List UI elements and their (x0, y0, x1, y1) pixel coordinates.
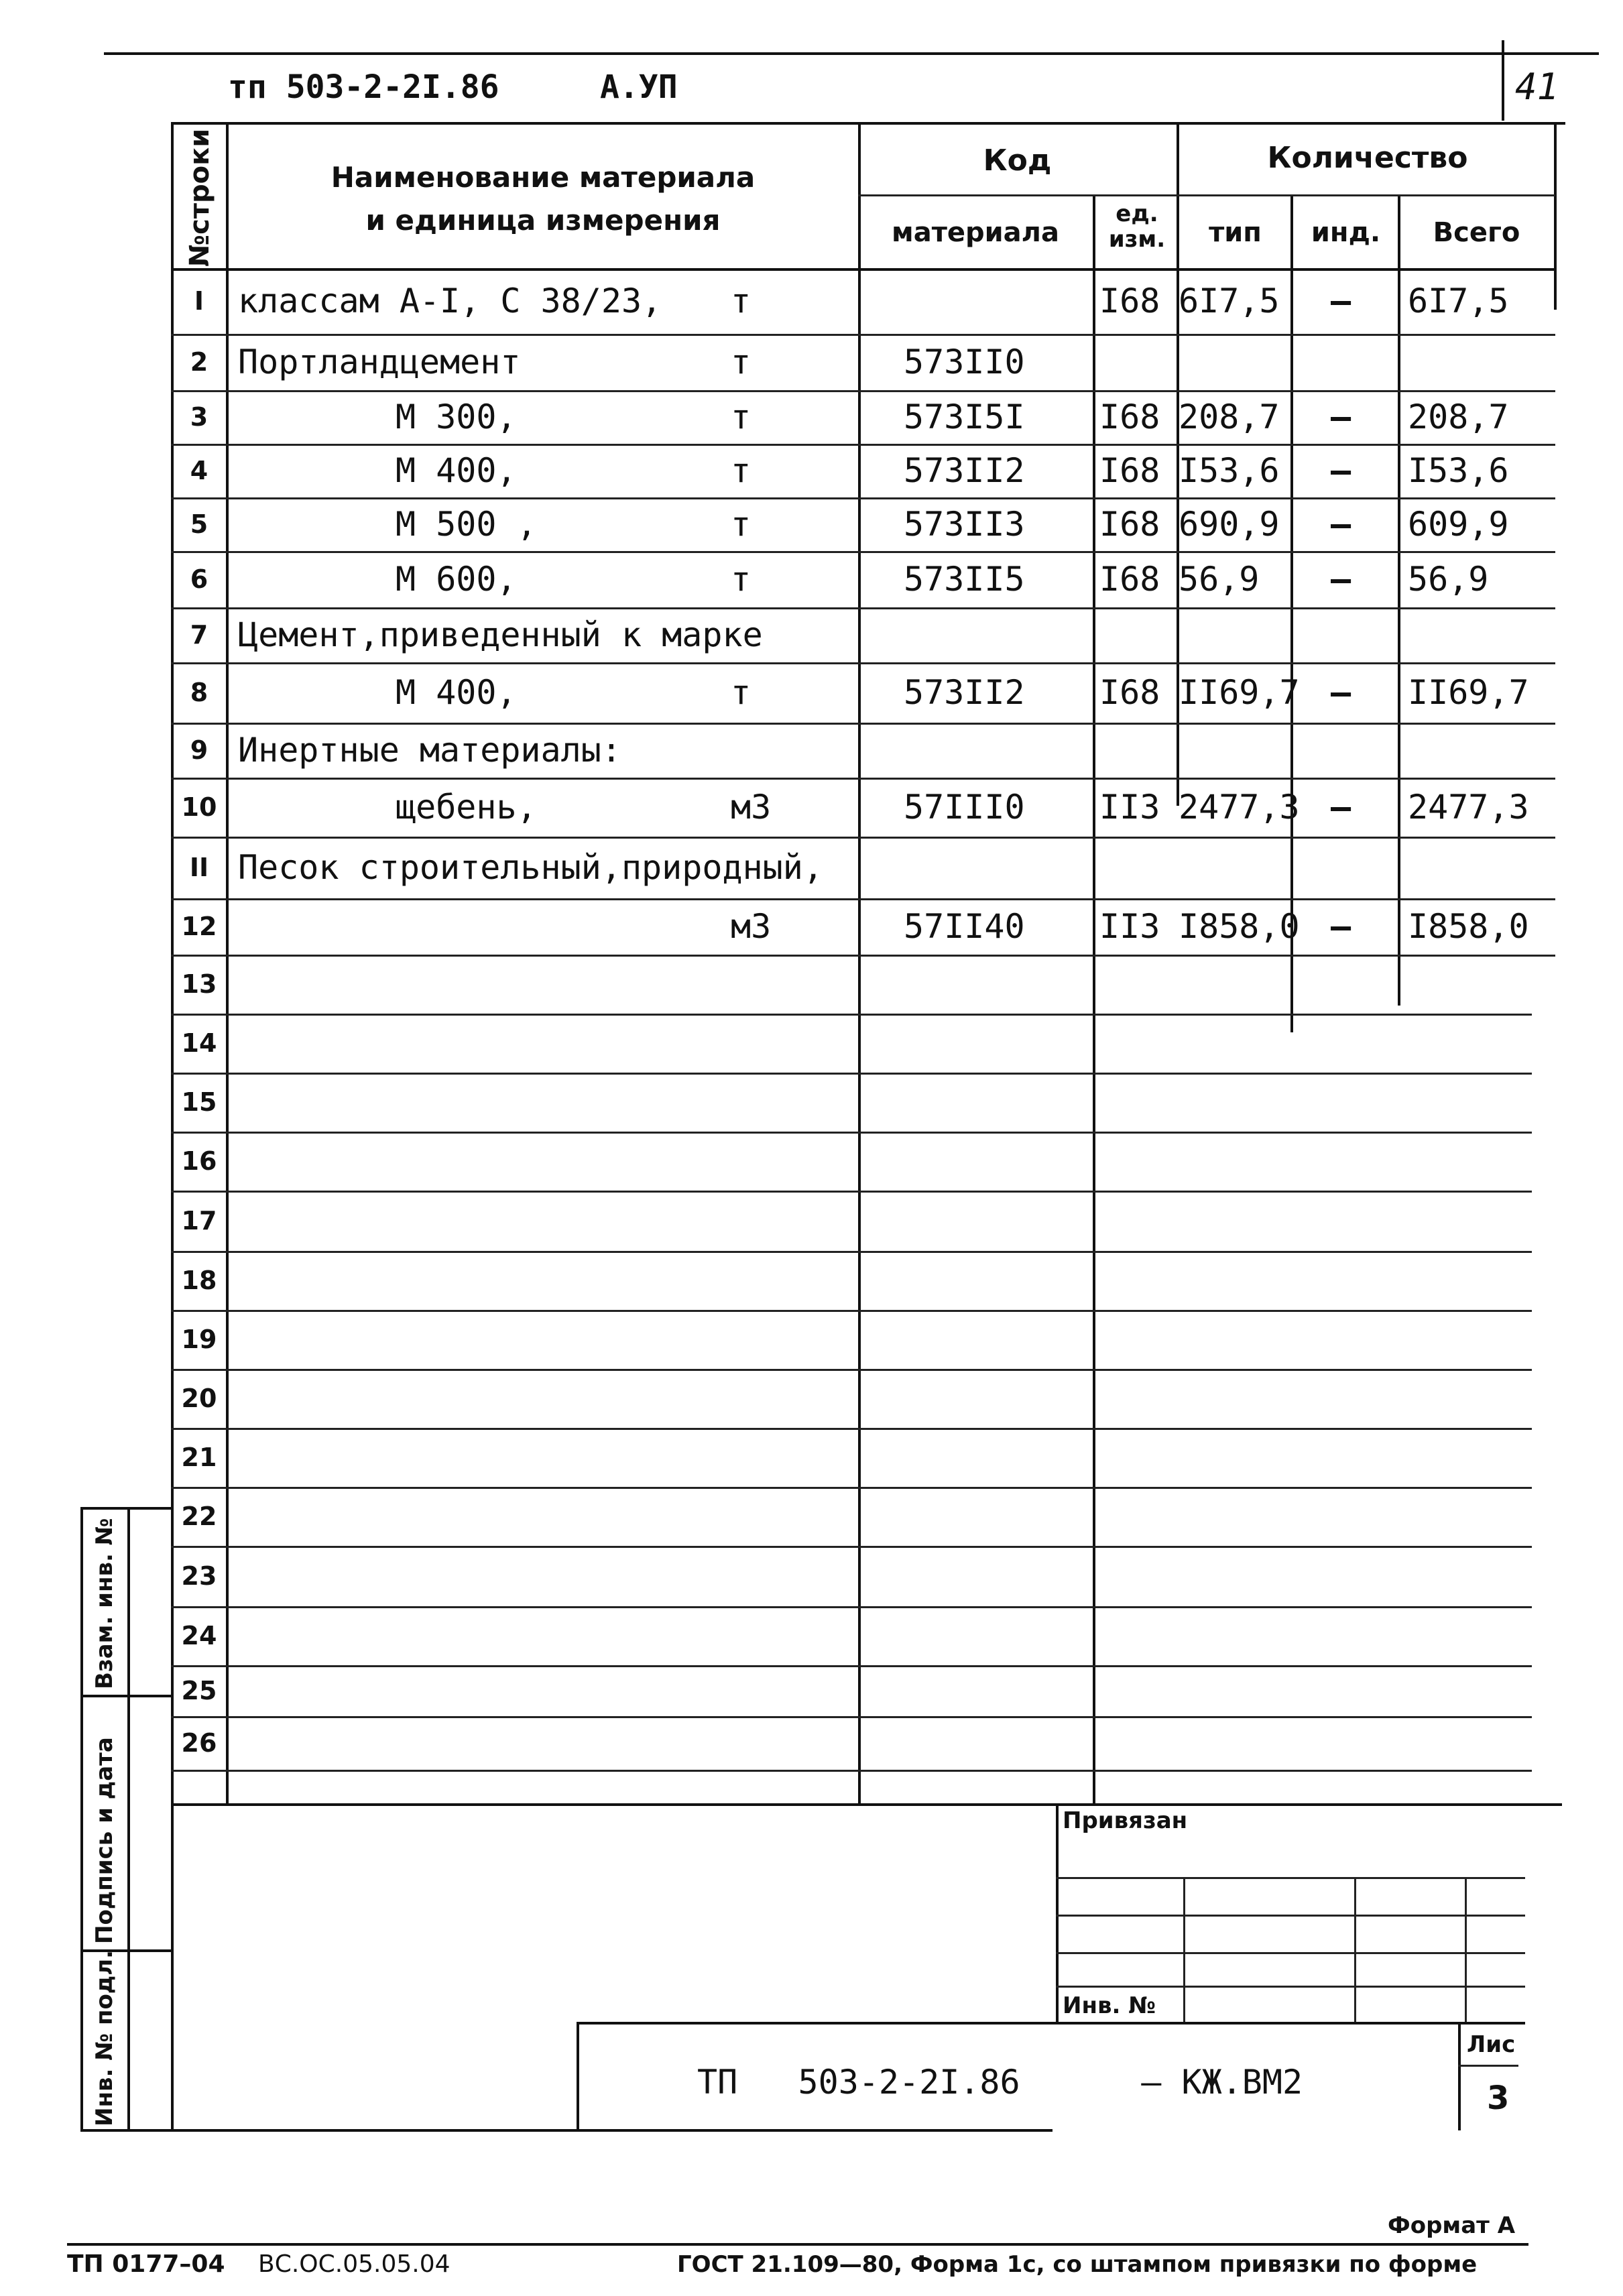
row-qty-ind: – (1331, 505, 1351, 544)
table-row-rule (171, 1606, 1532, 1608)
row-qty-type: 208,7 (1179, 398, 1280, 436)
row-name: щебень, (396, 788, 537, 827)
row-number: 14 (181, 1028, 217, 1058)
privyazan-col-3 (1465, 1877, 1467, 2025)
row-qty-ind: – (1331, 282, 1351, 320)
privyazan-rule-3 (1056, 1952, 1525, 1954)
row-number: 20 (181, 1384, 217, 1413)
row-name: Цемент,приведенный к марке (238, 615, 763, 654)
side-label-podpis: Подпись и дата (91, 1737, 118, 1944)
row-number: 8 (190, 678, 208, 707)
header-bottom-rule (171, 268, 1555, 271)
row-unit: т (731, 343, 752, 381)
row-name: М 400, (396, 451, 517, 490)
col-qty-ind: инд. (1311, 217, 1381, 248)
row-unit: т (731, 282, 752, 320)
table-row-rule (171, 778, 1555, 780)
row-qty-type: I858,0 (1179, 907, 1300, 946)
row-name: Инертные материалы: (238, 731, 621, 770)
designation-left (577, 2022, 579, 2130)
table-row-rule (171, 955, 1555, 957)
side-stamp-mid (127, 1507, 130, 2132)
row-edizm: I68 (1099, 673, 1160, 712)
col-code-unit: ед. изм. (1108, 200, 1166, 253)
table-row-rule (171, 1191, 1532, 1193)
table-row-rule (171, 497, 1555, 499)
row-qty-ind: – (1331, 560, 1351, 599)
rowno-divider (226, 122, 229, 1805)
row-number: 26 (181, 1728, 217, 1758)
designation-top (577, 2022, 1525, 2025)
header-doc-code: тп 503-2-2I.86 (228, 68, 499, 106)
table-row-rule (171, 1251, 1532, 1253)
side-stamp-rule-1 (80, 1695, 171, 1697)
row-qty-total: I53,6 (1408, 451, 1509, 490)
col-code: Код (983, 143, 1052, 178)
row-number: 22 (181, 1502, 217, 1531)
side-label-inv-podl: Инв. № подл. (91, 1949, 118, 2126)
row-code: 573II2 (904, 451, 1025, 490)
row-qty-total: 609,9 (1408, 505, 1509, 544)
name-divider (858, 122, 861, 1805)
side-stamp-bottom (80, 2129, 1053, 2132)
table-row-rule (171, 334, 1555, 336)
row-unit: м3 (731, 907, 772, 946)
table-row-rule (171, 444, 1555, 446)
table-row-rule (171, 607, 1555, 609)
table-row-rule (171, 723, 1555, 725)
row-name: М 500 , (396, 505, 537, 544)
row-code: 573II2 (904, 673, 1025, 712)
privyazan-col-1 (1183, 1877, 1185, 2025)
side-stamp-left (80, 1507, 83, 2132)
col-qty: Количество (1267, 141, 1468, 175)
row-qty-total: II69,7 (1408, 673, 1529, 712)
footer-gost: ГОСТ 21.109—80, Форма 1с, со штампом привязки по форме (677, 2251, 1478, 2278)
row-edizm: I68 (1099, 505, 1160, 544)
table-row-rule (171, 1665, 1532, 1667)
row-unit: т (731, 560, 752, 599)
row-code: 573II0 (904, 343, 1025, 381)
privyazan-rule-4 (1056, 1986, 1525, 1988)
row-qty-total: 6I7,5 (1408, 282, 1509, 320)
row-number: 3 (190, 402, 208, 432)
code-subheader-rule (858, 194, 1555, 196)
page-corner-number: 41 (1515, 66, 1559, 108)
row-qty-total: I858,0 (1408, 907, 1529, 946)
stamp-inv-no: Инв. № (1063, 1992, 1156, 2019)
corner-divider (1502, 40, 1504, 121)
table-row-rule (171, 1770, 1532, 1772)
row-unit: т (731, 398, 752, 436)
table-row-rule (171, 837, 1555, 839)
row-qty-ind: – (1331, 788, 1351, 827)
header-album: А.УП (600, 68, 678, 106)
row-number: 10 (181, 792, 217, 822)
row-number: 17 (181, 1206, 217, 1235)
privyazan-rule-2 (1056, 1915, 1525, 1917)
table-row-rule (171, 1428, 1532, 1430)
col-qty-type: тип (1209, 217, 1262, 248)
row-number: 23 (181, 1561, 217, 1591)
row-number: I (194, 286, 204, 316)
row-number: 6 (190, 564, 208, 594)
table-row-rule (171, 1073, 1532, 1075)
privyazan-col-2 (1354, 1877, 1356, 2025)
privyazan-left (1056, 1803, 1059, 2025)
table-row-rule (171, 1014, 1532, 1016)
privyazan-rule-1 (1056, 1877, 1525, 1879)
row-edizm: I68 (1099, 451, 1160, 490)
row-name: Портландцемент (238, 343, 521, 381)
side-label-vzam: Взам. инв. № (91, 1518, 118, 1689)
row-number: 7 (190, 620, 208, 650)
stamp-list-label: Лис (1467, 2031, 1516, 2058)
row-code: 57II40 (904, 907, 1025, 946)
row-code: 573II5 (904, 560, 1025, 599)
row-qty-type: I53,6 (1179, 451, 1280, 490)
table-top-border (171, 122, 1565, 125)
row-qty-type: 6I7,5 (1179, 282, 1280, 320)
table-row-rule (171, 1487, 1532, 1489)
row-qty-ind: – (1331, 451, 1351, 490)
row-unit: т (731, 673, 752, 712)
row-qty-total: 56,9 (1408, 560, 1489, 599)
row-number: 2 (190, 347, 208, 377)
col-name-line2: и единица измерения (365, 204, 721, 237)
col-code-material: материала (892, 217, 1059, 248)
row-unit: т (731, 505, 752, 544)
row-qty-type: 56,9 (1179, 560, 1260, 599)
row-name: классам А-I, С 38/23, (238, 282, 662, 320)
row-unit: м3 (731, 788, 772, 827)
row-qty-ind: – (1331, 907, 1351, 946)
footer-form-code: ТП 0177–04 (67, 2250, 225, 2278)
table-row-rule (171, 898, 1555, 900)
side-stamp-top (80, 1507, 171, 1510)
list-rule (1458, 2065, 1518, 2067)
row-number: 19 (181, 1325, 217, 1354)
row-qty-total: 208,7 (1408, 398, 1509, 436)
footer-rule (67, 2243, 1528, 2246)
table-row-rule (171, 1716, 1532, 1718)
row-number: 25 (181, 1676, 217, 1705)
row-number: 15 (181, 1087, 217, 1117)
row-unit: т (731, 451, 752, 490)
table-row-rule (171, 662, 1555, 664)
row-number: II (189, 853, 209, 882)
row-edizm: I68 (1099, 560, 1160, 599)
row-number: 21 (181, 1443, 217, 1472)
row-number: 16 (181, 1146, 217, 1176)
stamp-top-rule (171, 1803, 1562, 1806)
row-name: М 400, (396, 673, 517, 712)
row-code: 573II3 (904, 505, 1025, 544)
row-number: 12 (181, 912, 217, 941)
designation-right (1458, 2022, 1461, 2130)
row-number: 13 (181, 969, 217, 999)
row-qty-total: 2477,3 (1408, 788, 1529, 827)
footer-format: Формат А (1388, 2212, 1516, 2239)
row-number: 4 (190, 456, 208, 485)
col-row-number: №строки (184, 128, 215, 267)
stamp-privyazan: Привязан (1063, 1807, 1188, 1834)
row-edizm: II3 (1099, 907, 1160, 946)
table-row-rule (171, 1369, 1532, 1371)
row-name: Песок строительный,природный, (238, 848, 823, 887)
code-unit-divider (1093, 194, 1095, 1805)
row-name: М 300, (396, 398, 517, 436)
top-rule (104, 52, 1599, 55)
row-edizm: I68 (1099, 398, 1160, 436)
row-qty-type: II69,7 (1179, 673, 1300, 712)
row-edizm: II3 (1099, 788, 1160, 827)
row-qty-type: 690,9 (1179, 505, 1280, 544)
col-qty-total: Всего (1433, 217, 1520, 248)
row-code: 573I5I (904, 398, 1025, 436)
row-name: М 600, (396, 560, 517, 599)
row-qty-type: 2477,3 (1179, 788, 1300, 827)
table-row-rule (171, 551, 1555, 553)
row-qty-ind: – (1331, 673, 1351, 712)
table-row-rule (171, 1132, 1532, 1134)
col-name: Наименование материала (330, 161, 756, 194)
row-qty-ind: – (1331, 398, 1351, 436)
row-number: 18 (181, 1266, 217, 1295)
ind-total-divider (1398, 194, 1400, 1006)
table-row-rule (171, 1546, 1532, 1548)
stamp-designation: ТП 503-2-2I.86 – КЖ.ВМ2 (697, 2063, 1303, 2102)
table-row-rule (171, 390, 1555, 392)
footer-ref: ВС.ОС.05.05.04 (258, 2250, 450, 2278)
table-row-rule (171, 1310, 1532, 1312)
row-edizm: I68 (1099, 282, 1160, 320)
row-number: 5 (190, 509, 208, 539)
stamp-list-number: 3 (1487, 2079, 1510, 2117)
row-code: 57III0 (904, 788, 1025, 827)
row-number: 24 (181, 1621, 217, 1650)
row-number: 9 (190, 735, 208, 765)
